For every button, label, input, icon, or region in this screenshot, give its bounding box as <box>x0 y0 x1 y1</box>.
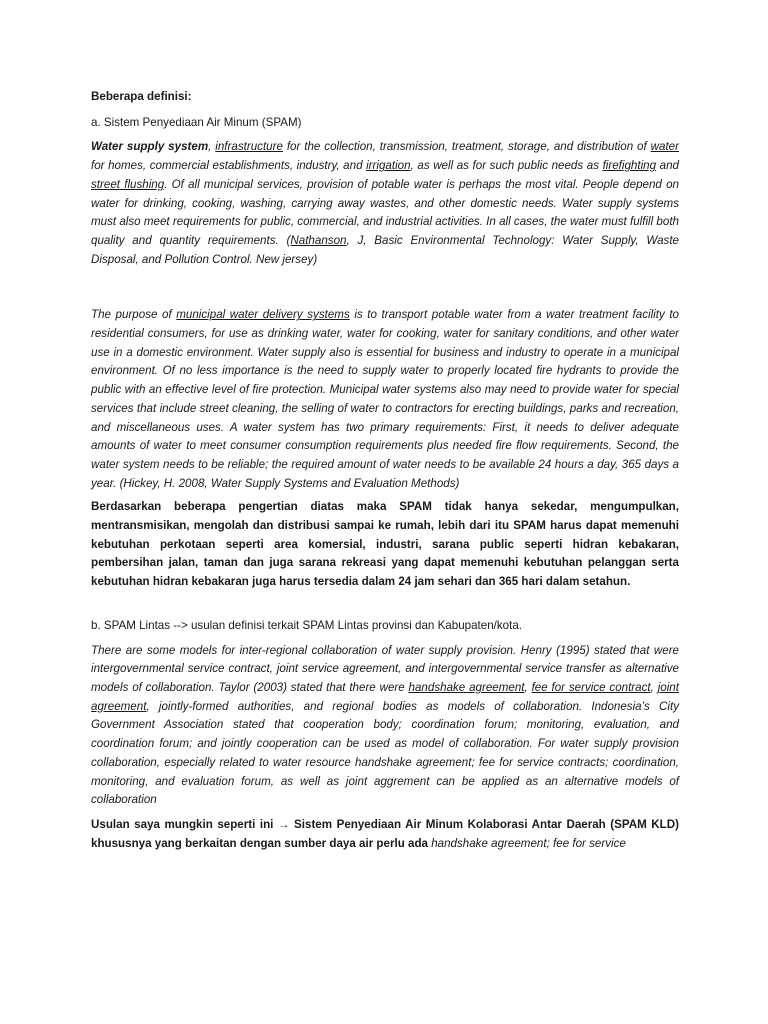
section-b-title: b. SPAM Lintas --> usulan definisi terkait SPAM Lintas provinsi dan Kabupaten/kota. <box>91 618 523 632</box>
text-segment: , <box>524 680 532 694</box>
text-segment: The purpose of <box>91 308 177 322</box>
text-segment: . Of all municipal services, provision of potable water is perhaps the most vital. People depend on water for drinking, cooking, washing, carrying away wastes, and other domestic needs. Water supply systems must also meet requirements for public, commercial, and industrial activities. In all cases, the water must fulfill both quality and quantity requirements. ( <box>91 177 679 247</box>
text-segment-italic: handshake agreement; fee for service <box>431 836 626 850</box>
term-water-supply-system: Water supply system <box>91 140 209 154</box>
text-segment: for homes, commercial establishments, industry, and <box>91 159 367 173</box>
link-nathanson[interactable]: Nathanson <box>290 233 347 247</box>
text-segment: Usulan saya mungkin seperti ini → Sistem Penyediaan Air Minum Kolaborasi Antar Daerah (SPAM KLD) khususnya yang berkaitan dengan sumber daya air perlu ada <box>91 817 679 850</box>
link-handshake-agreement[interactable]: handshake agreement <box>408 680 525 694</box>
link-firefighting[interactable]: firefighting <box>602 159 657 173</box>
text-segment: , <box>208 140 216 154</box>
section-a-summary: Berdasarkan beberapa pengertian diatas maka SPAM tidak hanya sekedar, mengumpulkan, mentransmisikan, mengolah dan distribusi sampai ke rumah, lebih dari itu SPAM harus dapat memenuhi kebutuhan perkotaan seperti area komersial, industri, sarana public seperti hidran kebakaran, pembersihan jalan, taman dan juga sarana rekreasi yang dapat memenuhi kebutuhan pelanggan serta kebutuhan hidran kebakaran juga harus tersedia dalam 24 jam sehari dan 365 hari dalam setahun. <box>91 500 679 589</box>
text-segment: and <box>656 159 679 173</box>
link-joint-agreement[interactable]: joint agreement <box>91 680 679 713</box>
section-b-proposal <box>91 816 679 853</box>
link-infrastructure[interactable]: infrastructure <box>215 140 283 154</box>
heading: Beberapa definisi: <box>91 90 192 103</box>
link-municipal-water-delivery-systems[interactable]: municipal water delivery systems <box>176 308 350 322</box>
text-segment: There are some models for inter-regional collaboration of water supply provision. Henry (1995) stated that were intergovernmental service contract, joint service agreement, and intergovernmental service transfer as alternative models of collaboration. Taylor (2003) stated that there were <box>91 643 679 694</box>
text-segment: is to transport potable water from a water treatment facility to residential consumers, for use as drinking water, water for cooking, water for sanitary conditions, and other water use in a domestic environment. Water supply also is essential for business and industry to operate in a municipal environment. Of no less importance is the need to supply water to properly located fire hydrants to provide the public with an effective level of fire protection. Municipal water systems also may need to provide water for special services that include street cleaning, the selling of water to contractors for erecting buildings, parks and recreation, and miscellaneous uses. A water system has two primary requirements: First, it needs to deliver adequate amounts of water to meet consumer consumption requirements plus needed fire flow requirements. Second, the water system needs to be reliable; the required amount of water needs to be available 24 hours a day, 365 days a year. (Hickey, H. 2008, Water Supply Systems and Evaluation Methods) <box>91 308 680 490</box>
section-a-paragraph-1 <box>91 138 679 269</box>
link-street-flushing[interactable]: street flushing <box>91 177 165 191</box>
text-segment: , <box>650 680 658 694</box>
section-a-title: a. Sistem Penyediaan Air Minum (SPAM) <box>91 115 302 129</box>
text-segment: , J, Basic Environmental Technology: Water Supply, Waste Disposal, and Pollution Control. New jersey) <box>91 233 679 266</box>
link-irrigation[interactable]: irrigation <box>366 159 411 173</box>
document-body <box>91 88 679 853</box>
link-fee-for-service-contract[interactable]: fee for service contract <box>531 680 651 694</box>
section-a-paragraph-2 <box>91 306 679 493</box>
link-water[interactable]: water <box>650 140 679 154</box>
text-segment: , as well as for such public needs as <box>410 159 603 173</box>
text-segment: , jointly-formed authorities, and regional bodies as models of collaboration. Indonesia’s City Government Association stated that cooperation body; coordination forum; monitoring, evaluation, and coordination forum; and jointly cooperation can be used as model of collaboration. For water supply provision collaboration, especially related to water resource handshake agreement; fee for service contracts; coordination, monitoring, and evaluation forum, as well as joint aggrement can be applied as an alternative models of collaboration <box>91 699 679 807</box>
section-b-paragraph-1 <box>91 642 679 810</box>
text-segment: for the collection, transmission, treatment, storage, and distribution of <box>282 140 651 154</box>
